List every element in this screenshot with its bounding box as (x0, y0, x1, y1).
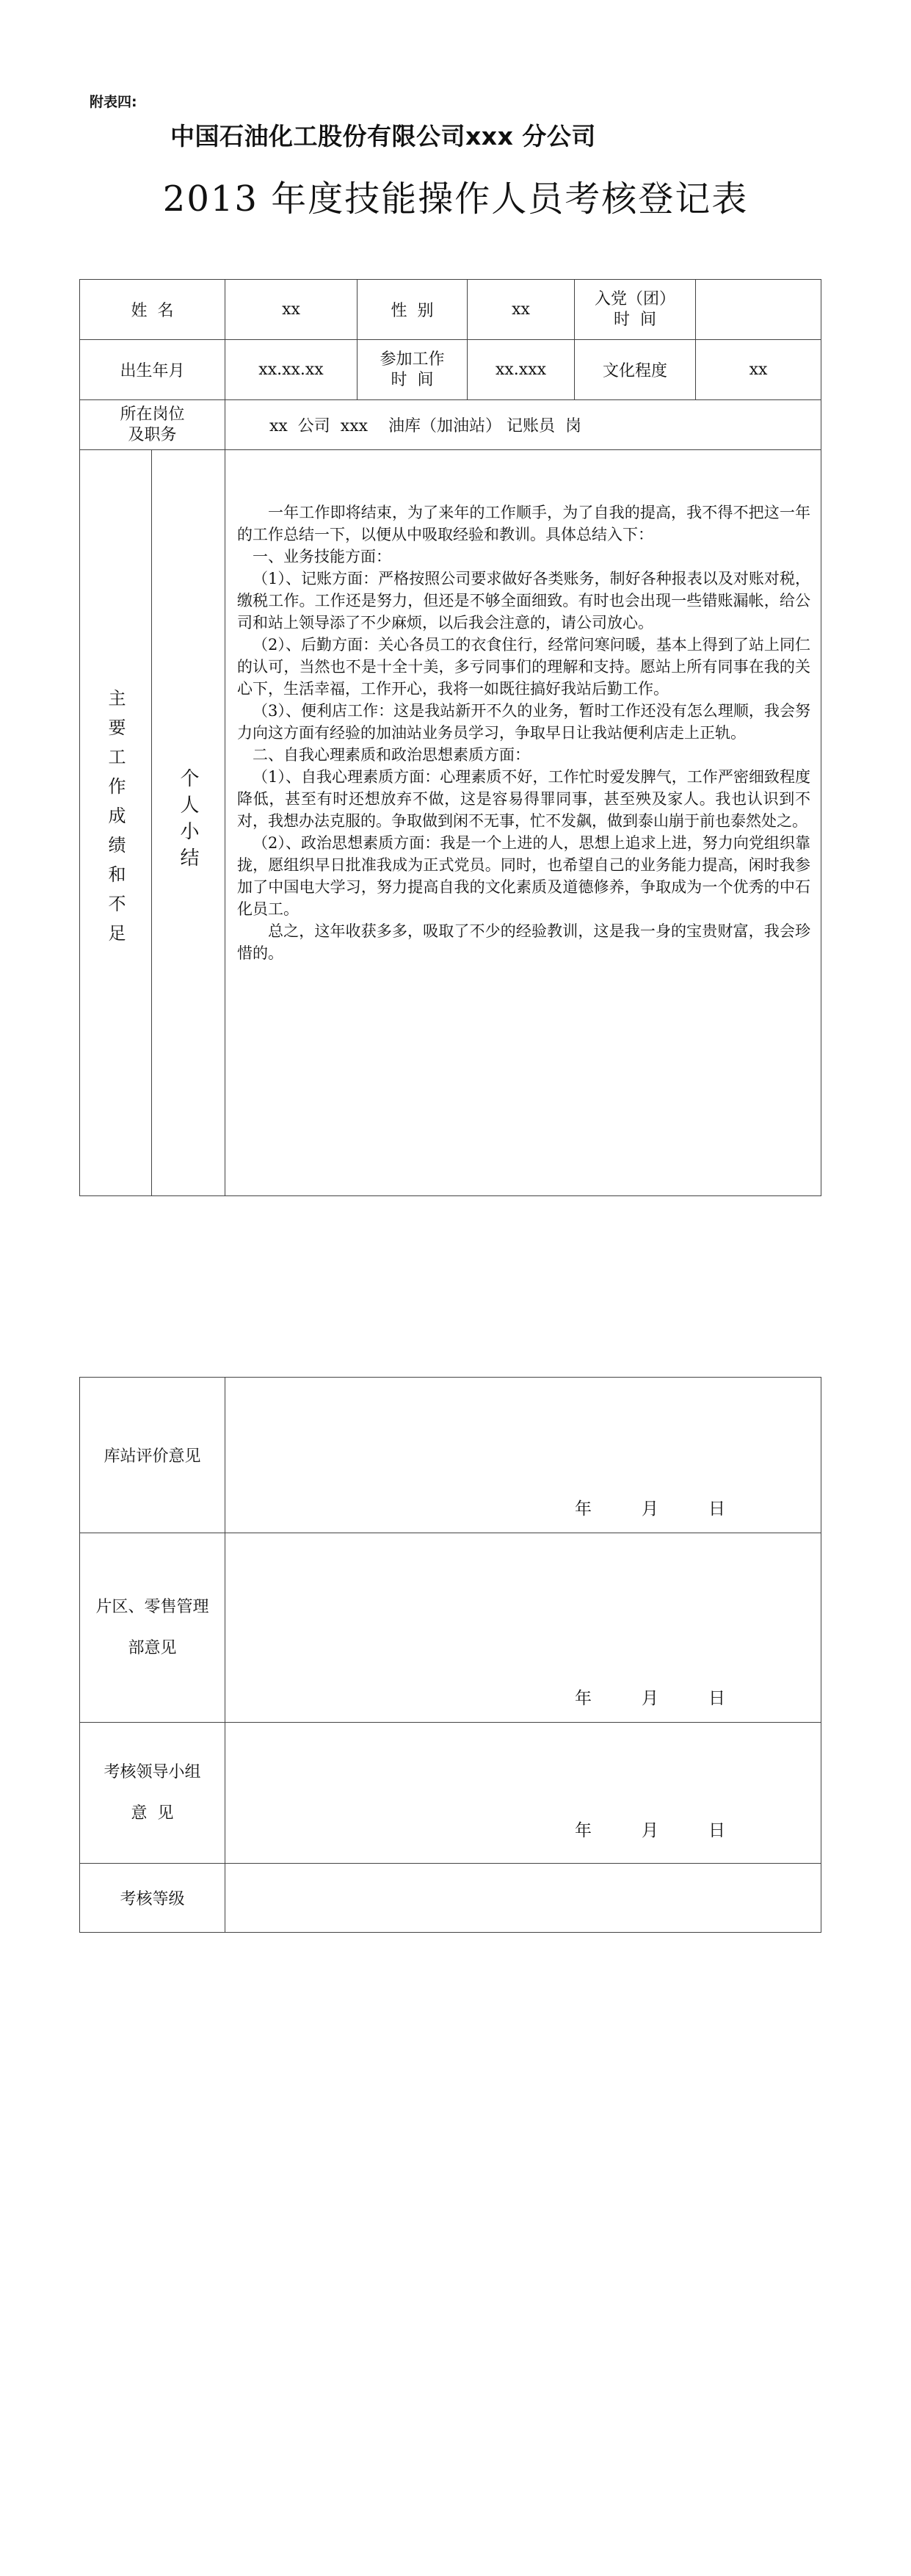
date-month: 月 (642, 1689, 658, 1708)
section-label-cell (80, 450, 152, 1196)
date-day: 日 (708, 1499, 725, 1519)
grade-value-cell (225, 1864, 821, 1933)
date-day: 日 (708, 1689, 725, 1708)
district-opinion-cell (225, 1533, 821, 1723)
grade-label: 考核等级 (120, 1890, 185, 1909)
edu-label-cell (575, 340, 696, 400)
name-label-cell (80, 280, 225, 340)
party-label-cell (575, 280, 696, 340)
birth-label: 出生年月 (120, 362, 185, 380)
group-label-cell (80, 1723, 225, 1864)
summary-paragraph: （1）、自我心理素质方面：心理素质不好，工作忙时爱发脾气，工作严密细致程度降低，甚至有时还想放弃不做，这是容易得罪同事，甚至殃及家人。我也认识到不对，我想办法克服的。争取做到闲不无事，忙不发飙，做到泰山崩于前也泰然处之。 (237, 768, 810, 830)
summary-paragraph: （2）、政治思想素质方面：我是一个上进的人，思想上追求上进，努力向党组织靠拢，愿组织早日批准我成为正式党员。同时，也希望自己的业务能力提高，闲时我参加了中国电大学习，努力提高自我的文化素质及道德修养，争取成为一个优秀的中石化员工。 (237, 834, 810, 918)
section-label: 主要工作成绩和不足 (105, 688, 126, 953)
station-label-cell (80, 1378, 225, 1533)
group-label-line1: 考核领导小组 (104, 1762, 201, 1781)
station-review-label: 库站评价意见 (104, 1447, 201, 1466)
district-label-line1: 片区、零售管理 (95, 1597, 209, 1616)
post-value-cell (225, 400, 821, 450)
review-table (79, 1377, 821, 1933)
date-year: 年 (575, 1821, 592, 1840)
station-opinion-cell (225, 1378, 821, 1533)
station-date-line (575, 1495, 725, 1519)
name-label: 姓 名 (131, 302, 174, 320)
birth-value-cell (225, 340, 357, 400)
summary-paragraph: （3）、便利店工作：这是我站新开不久的业务，暂时工作还没有怎么理顺，我会努力向这方面有经验的加油站业务员学习，争取早日让我站便利店走上正轨。 (237, 702, 810, 742)
document-title: 2013 年度技能操作人员考核登记表 (162, 178, 749, 220)
summary-paragraph: （1）、记账方面：严格按照公司要求做好各类账务，制好各种报表以及对账对税，缴税工作。工作还是努力，但还是不够全面细致。有时也会出现一些错账漏帐，给公司和站上领导添了不少麻烦，以后我会注意的，请公司放心。 (237, 570, 810, 632)
work-value: xx.xxx (495, 361, 547, 379)
work-label-cell (357, 340, 468, 400)
summary-label: 个人小结 (177, 767, 199, 874)
summary-paragraph: 总之，这年收获多多，吸取了不少的经验教训，这是我一身的宝贵财富，我会珍惜的。 (237, 922, 810, 962)
grade-label-cell (80, 1864, 225, 1933)
district-label-cell (80, 1533, 225, 1723)
post-label-line1: 所在岗位 (120, 405, 185, 424)
gender-label: 性 别 (391, 302, 434, 320)
group-date-line (575, 1817, 725, 1841)
edu-label: 文化程度 (602, 362, 667, 380)
district-label-line2: 部意见 (128, 1638, 177, 1657)
summary-paragraph: 一、业务技能方面： (253, 548, 391, 565)
group-opinion-cell (225, 1723, 821, 1864)
sub-label-cell (152, 450, 225, 1196)
date-year: 年 (575, 1689, 592, 1708)
date-year: 年 (575, 1499, 592, 1519)
summary-cell (225, 450, 821, 1196)
summary-paragraph: 二、自我心理素质和政治思想素质方面： (253, 746, 530, 764)
edu-value-cell (696, 340, 821, 400)
name-value-cell (225, 280, 357, 340)
work-value-cell (468, 340, 575, 400)
post-label-cell (80, 400, 225, 450)
date-month: 月 (642, 1821, 658, 1840)
district-date-line (575, 1685, 725, 1709)
gender-value: xx (512, 300, 530, 319)
edu-value: xx (749, 361, 768, 379)
party-value-cell (696, 280, 821, 340)
name-value: xx (282, 300, 300, 319)
gender-value-cell (468, 280, 575, 340)
date-month: 月 (642, 1499, 658, 1519)
registration-table (79, 279, 821, 1196)
summary-paragraph: 一年工作即将结束，为了来年的工作顺手，为了自我的提高，我不得不把这一年的工作总结一下，以便从中吸取经验和教训。具体总结入下： (237, 504, 810, 543)
gender-label-cell (357, 280, 468, 340)
birth-value: xx.xx.xx (258, 361, 324, 379)
summary-paragraph: （2）、后勤方面：关心各员工的衣食住行，经常问寒问暖，基本上得到了站上同仁的认可，当然也不是十全十美，多亏同事们的理解和支持。愿站上所有同事在我的关心下，生活幸福，工作开心，我将一如既往搞好我站后勤工作。 (237, 636, 810, 698)
work-label-line2: 时 间 (391, 370, 434, 389)
appendix-label: 附表四: (90, 94, 137, 110)
party-label-line2: 时 间 (614, 310, 656, 329)
post-label-line2: 及职务 (128, 425, 177, 444)
work-label-line1: 参加工作 (380, 350, 445, 369)
group-label-line2: 意 见 (131, 1803, 174, 1823)
birth-label-cell (80, 340, 225, 400)
date-day: 日 (708, 1821, 725, 1840)
post-value: xx 公司 xxx 油库（加油站） 记账员 岗 (269, 417, 581, 435)
party-label-line1: 入党（团） (594, 289, 675, 308)
company-name: 中国石油化工股份有限公司xxx 分公司 (170, 122, 596, 151)
